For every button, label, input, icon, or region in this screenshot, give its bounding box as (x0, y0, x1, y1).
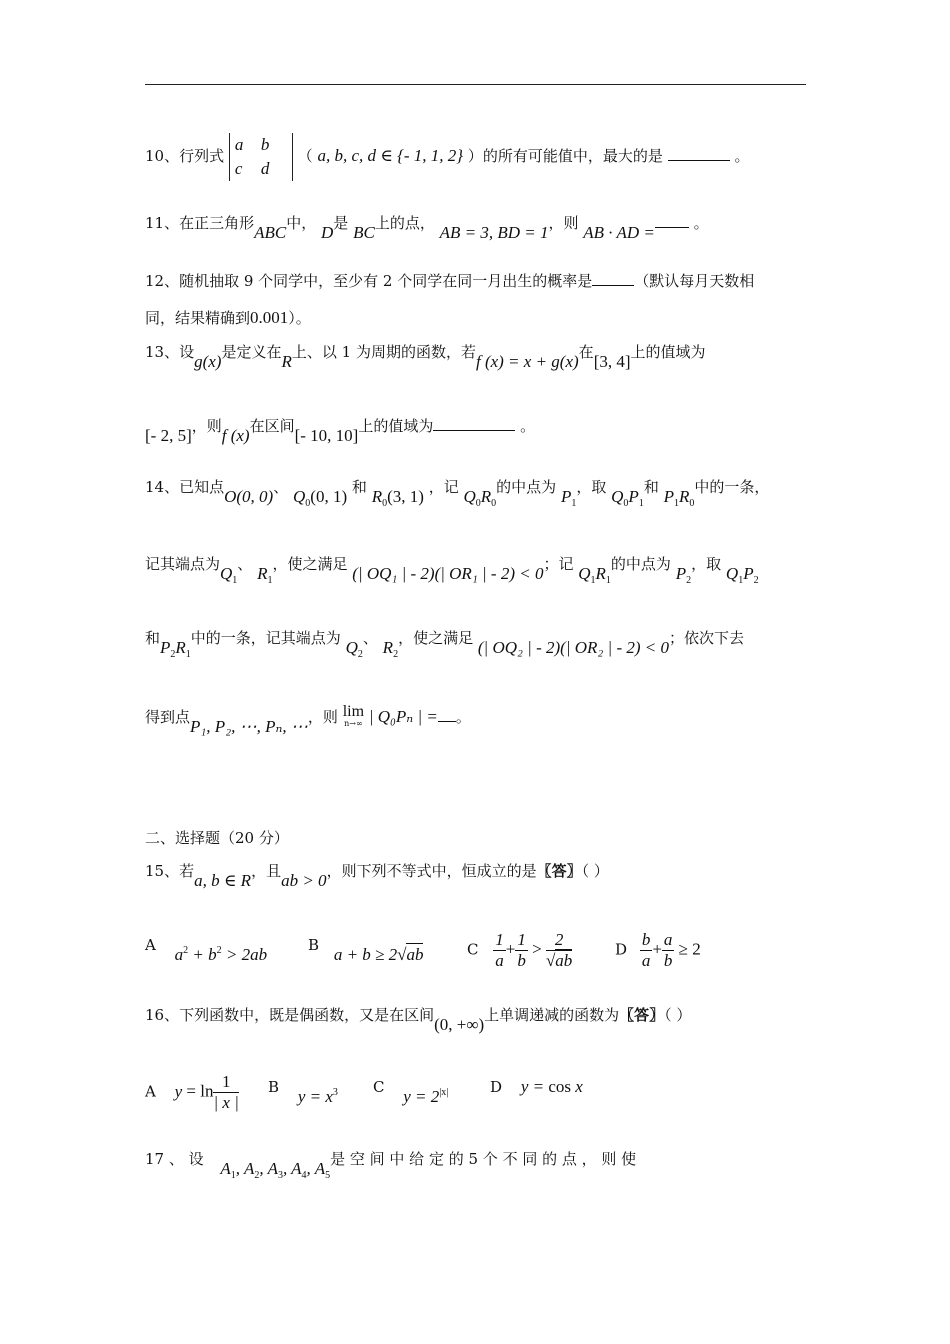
section-heading: 二、选择题（20 分） (145, 829, 289, 847)
question-14-line3: 和$P_2R_1$中的一条，记其端点为 $Q_2$、 $R_2$，使之满足 (| OQ₂ | - 2)(| OR₂ | - 2) < 0；依次下去 (145, 629, 745, 660)
question-13-line2: [- 2, 5]，则f (x)在区间[- 10, 10]上的值域为 。 (145, 417, 536, 445)
question-10: 10、行列式 a b c d （ a, b, c, d ∈ {- 1, 1, 2} ）的所有可能值中，最大的是 。 (145, 133, 749, 181)
question-14-line2: 记其端点为$Q_1$、 $R_1$，使之满足 (| OQ₁ | - 2)(| OR₁ | - 2) < 0；记 $Q_1R_1$的中点为 $P_2$，取 $Q_1P_2$ (145, 555, 759, 586)
question-14-line4: 得到点P₁, P₂, ⋯, Pₙ, ⋯，则 lim n→∞ | Q₀Pₙ | = 。 (145, 703, 471, 736)
question-12-line2: 同，结果精确到0.001）。 (145, 308, 311, 327)
q16-option-c[interactable]: C $y = 2^{|x|}$ (373, 1078, 449, 1106)
question-14-line1: 14、已知点O(0, 0)、 $Q_0(0$, 1) 和 $R_0(3$, 1) ，记 $Q_0R_0$的中点为 $P_1$，取 $Q_0P_1$和 $P_1R_0$中的一条， (145, 478, 770, 509)
header-rule (145, 84, 806, 85)
q15-option-d[interactable]: D $\frac{b}{a}$ + $\frac{a}{b}$ ≥ 2 (615, 930, 701, 970)
q16-option-d[interactable]: D y = cos x (490, 1077, 583, 1096)
answer-blank[interactable] (655, 215, 689, 228)
q16-option-a[interactable]: A y = ln $\frac{1}{| x |}$ (145, 1072, 239, 1112)
answer-blank[interactable] (433, 418, 515, 431)
q15-option-a[interactable]: A $a^2 + b^2 > 2ab$ (145, 936, 268, 964)
question-12-line1: 12、随机抽取 9 个同学中，至少有 2 个同学在同一月出生的概率是 （默认每月天数相 (145, 272, 755, 290)
q10-determinant: a b c d (229, 133, 293, 181)
q10-condition: a, b, c, d ∈ {- 1, 1, 2} (317, 146, 464, 165)
answer-blank[interactable] (592, 273, 634, 286)
question-17: 17 、 设 $A_1$, $A_2$, $A_3$, $A_4$, $A_5$是 空 间 中 给 定 的 5 个 不 同 的 点 ， 则 使 (145, 1150, 637, 1181)
q16-option-b[interactable]: B $y = x^3$ (268, 1078, 338, 1106)
question-15: 15、若a, b ∈ R，且ab > 0，则下列不等式中，恒成立的是〖答〗（ ） (145, 862, 609, 890)
q15-option-c[interactable]: C $\frac{1}{a}$ + $\frac{1}{b}$ > $\frac{2}{√ab}$ (467, 930, 573, 970)
q10-text: 10、行列式 (145, 147, 225, 165)
question-13-line1: 13、设g(x)是定义在R上、以 1 为周期的函数，若f (x) = x + g(x)在[3, 4]上的值域为 (145, 343, 706, 371)
question-11: 11、在正三角形ABC中， D是 BC上的点， AB = 3, BD = 1，则 AB · AD = 。 (145, 214, 709, 242)
answer-blank[interactable] (668, 148, 730, 161)
answer-blank[interactable] (438, 709, 456, 722)
limit-operator: lim n→∞ (342, 703, 365, 728)
q15-option-b[interactable]: B a + b ≥ 2√ab (308, 936, 424, 964)
question-16: 16、下列函数中，既是偶函数，又是在区间(0, +∞)上单调递减的函数为〖答〗（ ） (145, 1006, 692, 1034)
